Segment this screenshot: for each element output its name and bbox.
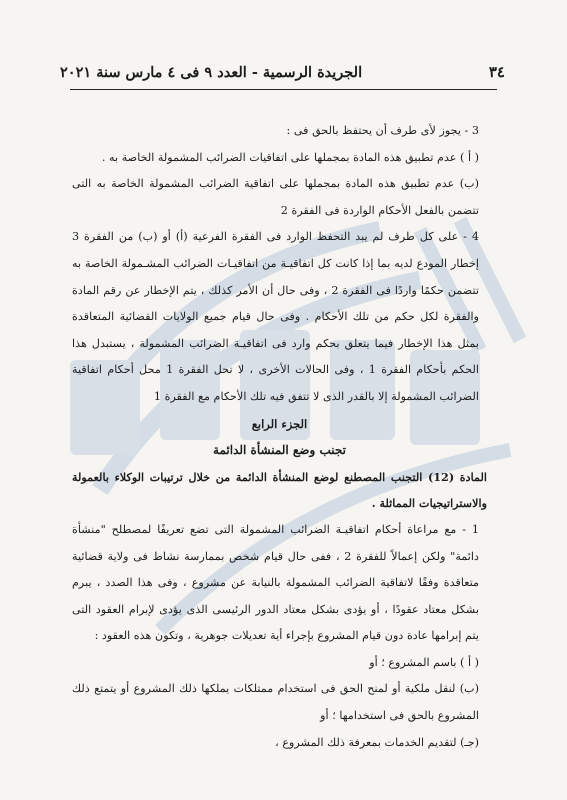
- item-a: ( أ ) باسم المشروع ؛ أو: [369, 655, 479, 669]
- clause-3: 3 - يجوز لأى طرف أن يحتفظ بالحق فى :: [286, 124, 479, 137]
- part-title: تجنب وضع المنشأة الدائمة: [213, 443, 346, 458]
- article-heading: المادة (12) التجنب المصطنع لوضع المنشأة الدائمة من خلال ترتيبات الوكلاء بالعمولة والاستراتيجيات المماثلة .: [72, 469, 487, 511]
- header-divider: [70, 89, 497, 90]
- document-body: [72, 118, 487, 756]
- item-b: (ب) لنقل ملكية أو لمنح الحق فى استخدام ممتلكات يملكها ذلك المشروع أو يتمتع ذلك المشروع بالحق فى استخدامها ؛ أو: [72, 682, 479, 723]
- clause-4: 4 - على كل طرف لم يبد التحفظ الوارد فى الفقرة الفرعية (أ) أو (ب) من الفقرة 3 إخطار المودع لديه بما إذا كانت كل اتفاقيـة من اتفاقيـات الضرائب المشـمولة الخاصة به تتضمن حكمًا واردًا فى الفقرة 2 ، وفى حال أن الأمر كذلك ، يتم الإخطار عن رقم المادة والفقرة لكل حكم من تلك الأحكام . وفى حال قيام جميع الولايات القضائية المتعاقدة بمثل هذا الإخطار فيما يتعلق بحكم وارد فى اتفاقيـة الضرائب المشمولة ، يستبدل هذا الحكم بأحكام الفقرة 1 ، وفى الحالات الأخرى ، لا تحل الفقرة 1 محل أحكام اتفاقية الضرائب المشمولة إلا بالقدر الذى لا تتفق فيه تلك الأحكام مع الفقرة 1: [72, 230, 480, 403]
- clause-3a: ( أ ) عدم تطبيق هذه المادة بمجملها على اتفاقيات الضرائب المشمولة الخاصة به .: [101, 150, 479, 164]
- gazette-title: الجريدة الرسمية - العدد ٩ فى ٤ مارس سنة ٢٠٢١: [60, 63, 363, 81]
- page-header: [60, 62, 505, 82]
- page-number: ٣٤: [488, 63, 505, 81]
- article-para-1: 1 - مع مراعاة أحكام اتفاقيـة الضرائب المشمولة التى تضع تعريفًا لمصطلح "منشأة دائمة" ولكن إعمالاً للفقرة 2 ، ففى حال قيام شخص بممارسة نشاط فى ولاية قضائية متعاقدة وفقًا لاتفاقية الضرائب المشمولة بالنيابة عن مشروع ، وفى هذا الصدد ، يبرم بشكل معتاد عقودًا ، أو يؤدى بشكل معتاد الدور الرئيسى الذى يؤدى لإبرام العقود التى يتم إبرامها عادة دون قيام المشروع بإجراء أية تعديلات جوهرية ، وتكون هذه العقود :: [72, 522, 479, 643]
- part-heading: الجزء الرابع: [251, 416, 308, 431]
- item-c: (جـ) لتقديم الخدمات بمعرفة ذلك المشروع ،: [275, 735, 479, 749]
- clause-3b: (ب) عدم تطبيق هذه المادة بمجملها على اتفاقية الضرائب المشمولة الخاصة به التى تتضمن بالفعل الأحكام الواردة فى الفقرة 2: [72, 177, 479, 217]
